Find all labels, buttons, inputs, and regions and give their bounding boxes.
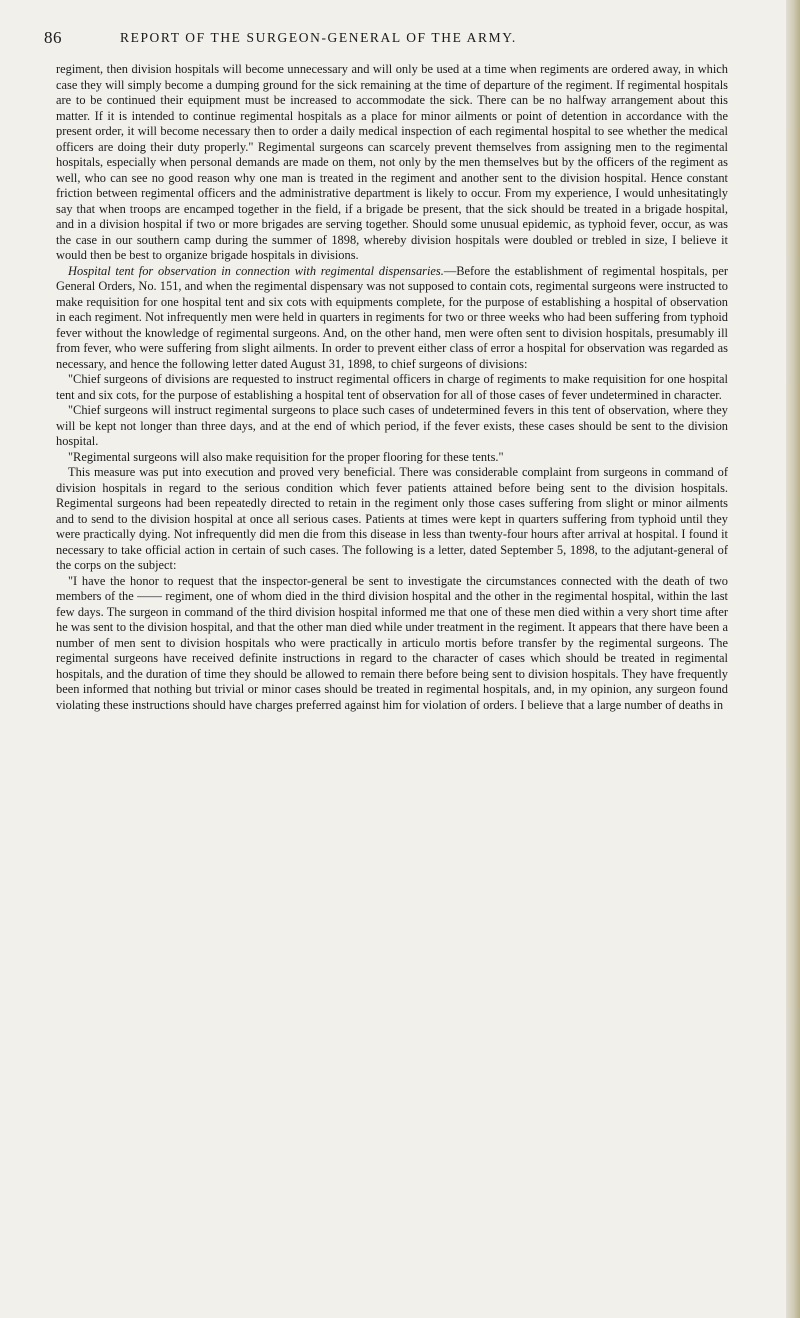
page-number: 86 (44, 28, 62, 47)
paragraph (56, 264, 728, 373)
paragraph: regiment, then division hospitals will become unnecessary and will only be used at a time when regiments are ordered away, in which case they will simply become a dumping ground for the sick remaining at the time of departure of the regiment. If regimental hospitals are to be continued their equipment must be increased to accommodate the sick. There can be no halfway arrangement about this matter. If it is intended to continue regimental hospitals as a place for minor ailments or point of detention in accordance with the present order, it will become necessary then to order a daily medical inspection of each regimental hospital to see whether the medical officers are doing their duty properly." Regimental surgeons can scarcely prevent themselves from assigning men to the regimental hospitals, especially when personal demands are made on them, not only by the men themselves but by the officers of the regiment as well, who can see no good reason why one man is treated in the regiment and another sent to the division hospital. Hence constant friction between regimental officers and the administrative department is likely to occur. From my experience, I would unhesitatingly say that when troops are encamped together in the field, if a brigade be present, that the sick should be treated in a brigade hospital, and in a division hospital if two or more brigades are serving together. Should some unusual epidemic, as typhoid fever, occur, as was the case in our southern camp during the summer of 1898, whereby division hospitals were doubled or trebled in size, I believe it would then be best to organize brigade hospitals in divisions. (56, 62, 728, 262)
quoted-paragraph: "Chief surgeons will instruct regimental surgeons to place such cases of undetermined fevers in this tent of observation, where they will be kept not longer than three days, and at the end of which period, if the fever exists, these cases should be sent to the division hospital. (56, 403, 728, 448)
running-head: REPORT OF THE SURGEON-GENERAL OF THE ARMY. (120, 30, 517, 45)
quoted-paragraph: "I have the honor to request that the inspector-general be sent to investigate the circumstances connected with the death of two members of the —— regiment, one of whom died in the third division hospital and the other in the regimental hospital, within the last few days. The surgeon in command of the third division hospital informed me that one of these men died within a very short time after he was sent to the division hospital, and that the other man died while under treatment in the regiment. It appears that there have been a number of men sent to division hospitals who were practically in articulo mortis before transfer by the regimental surgeons. The regimental surgeons have received definite instructions in regard to the character of cases which should be treated in regimental hospitals, and the duration of time they should be allowed to remain there before being sent to division hospitals. They have frequently been informed that nothing but trivial or minor cases should be treated in regimental hospitals, and, in my opinion, any surgeon found violating these instructions should have charges preferred against him for violation of orders. I believe that a large number of deaths in (56, 573, 728, 712)
paragraph-text: —Before the establishment of regimental hospitals, per General Orders, No. 151, and when the regimental dispensary was not supposed to contain cots, regimental surgeons were instructed to make requisition for one hospital tent and six cots with equipments complete, for the purpose of establishing a hospital of observation in each regiment. Not infrequently men were held in quarters in regiments for two or three weeks who had been suffering from typhoid fever without the knowledge of regimental surgeons. And, on the other hand, men were often sent to division hospitals, presumably ill from fever, who were suffering from slight ailments. In order to prevent either class of error a hospital for observation was regarded as necessary, and hence the following letter dated August 31, 1898, to chief surgeons of divisions: (56, 263, 728, 371)
page-edge (786, 0, 800, 1318)
section-heading: Hospital tent for observation in connection with regimental dispensaries. (68, 263, 444, 278)
quoted-paragraph: "Chief surgeons of divisions are requested to instruct regimental officers in charge of regiments to make requisition for one hospital tent and six cots, for the purpose of establishing a hospital tent of observation for all of those cases of fever undetermined in character. (56, 372, 728, 402)
body-text (56, 62, 728, 713)
page-header (44, 28, 744, 48)
quoted-paragraph: "Regimental surgeons will also make requisition for the proper flooring for these tents." (68, 449, 504, 464)
paragraph: This measure was put into execution and proved very beneficial. There was considerable complaint from surgeons in command of division hospitals in regard to the serious condition which fever patients attained before being sent to the division hospitals. Regimental surgeons had been repeatedly directed to retain in the regiment only those cases suffering from slight or minor ailments and to send to the division hospital at once all serious cases. Patients at times were kept in quarters suffering from typhoid until they were practically dying. Not infrequently did men die from this disease in less than twenty-four hours after arrival at hospital. I found it necessary to take official action in certain of such cases. The following is a letter, dated September 5, 1898, to the adjutant-general of the corps on the subject: (56, 465, 728, 572)
